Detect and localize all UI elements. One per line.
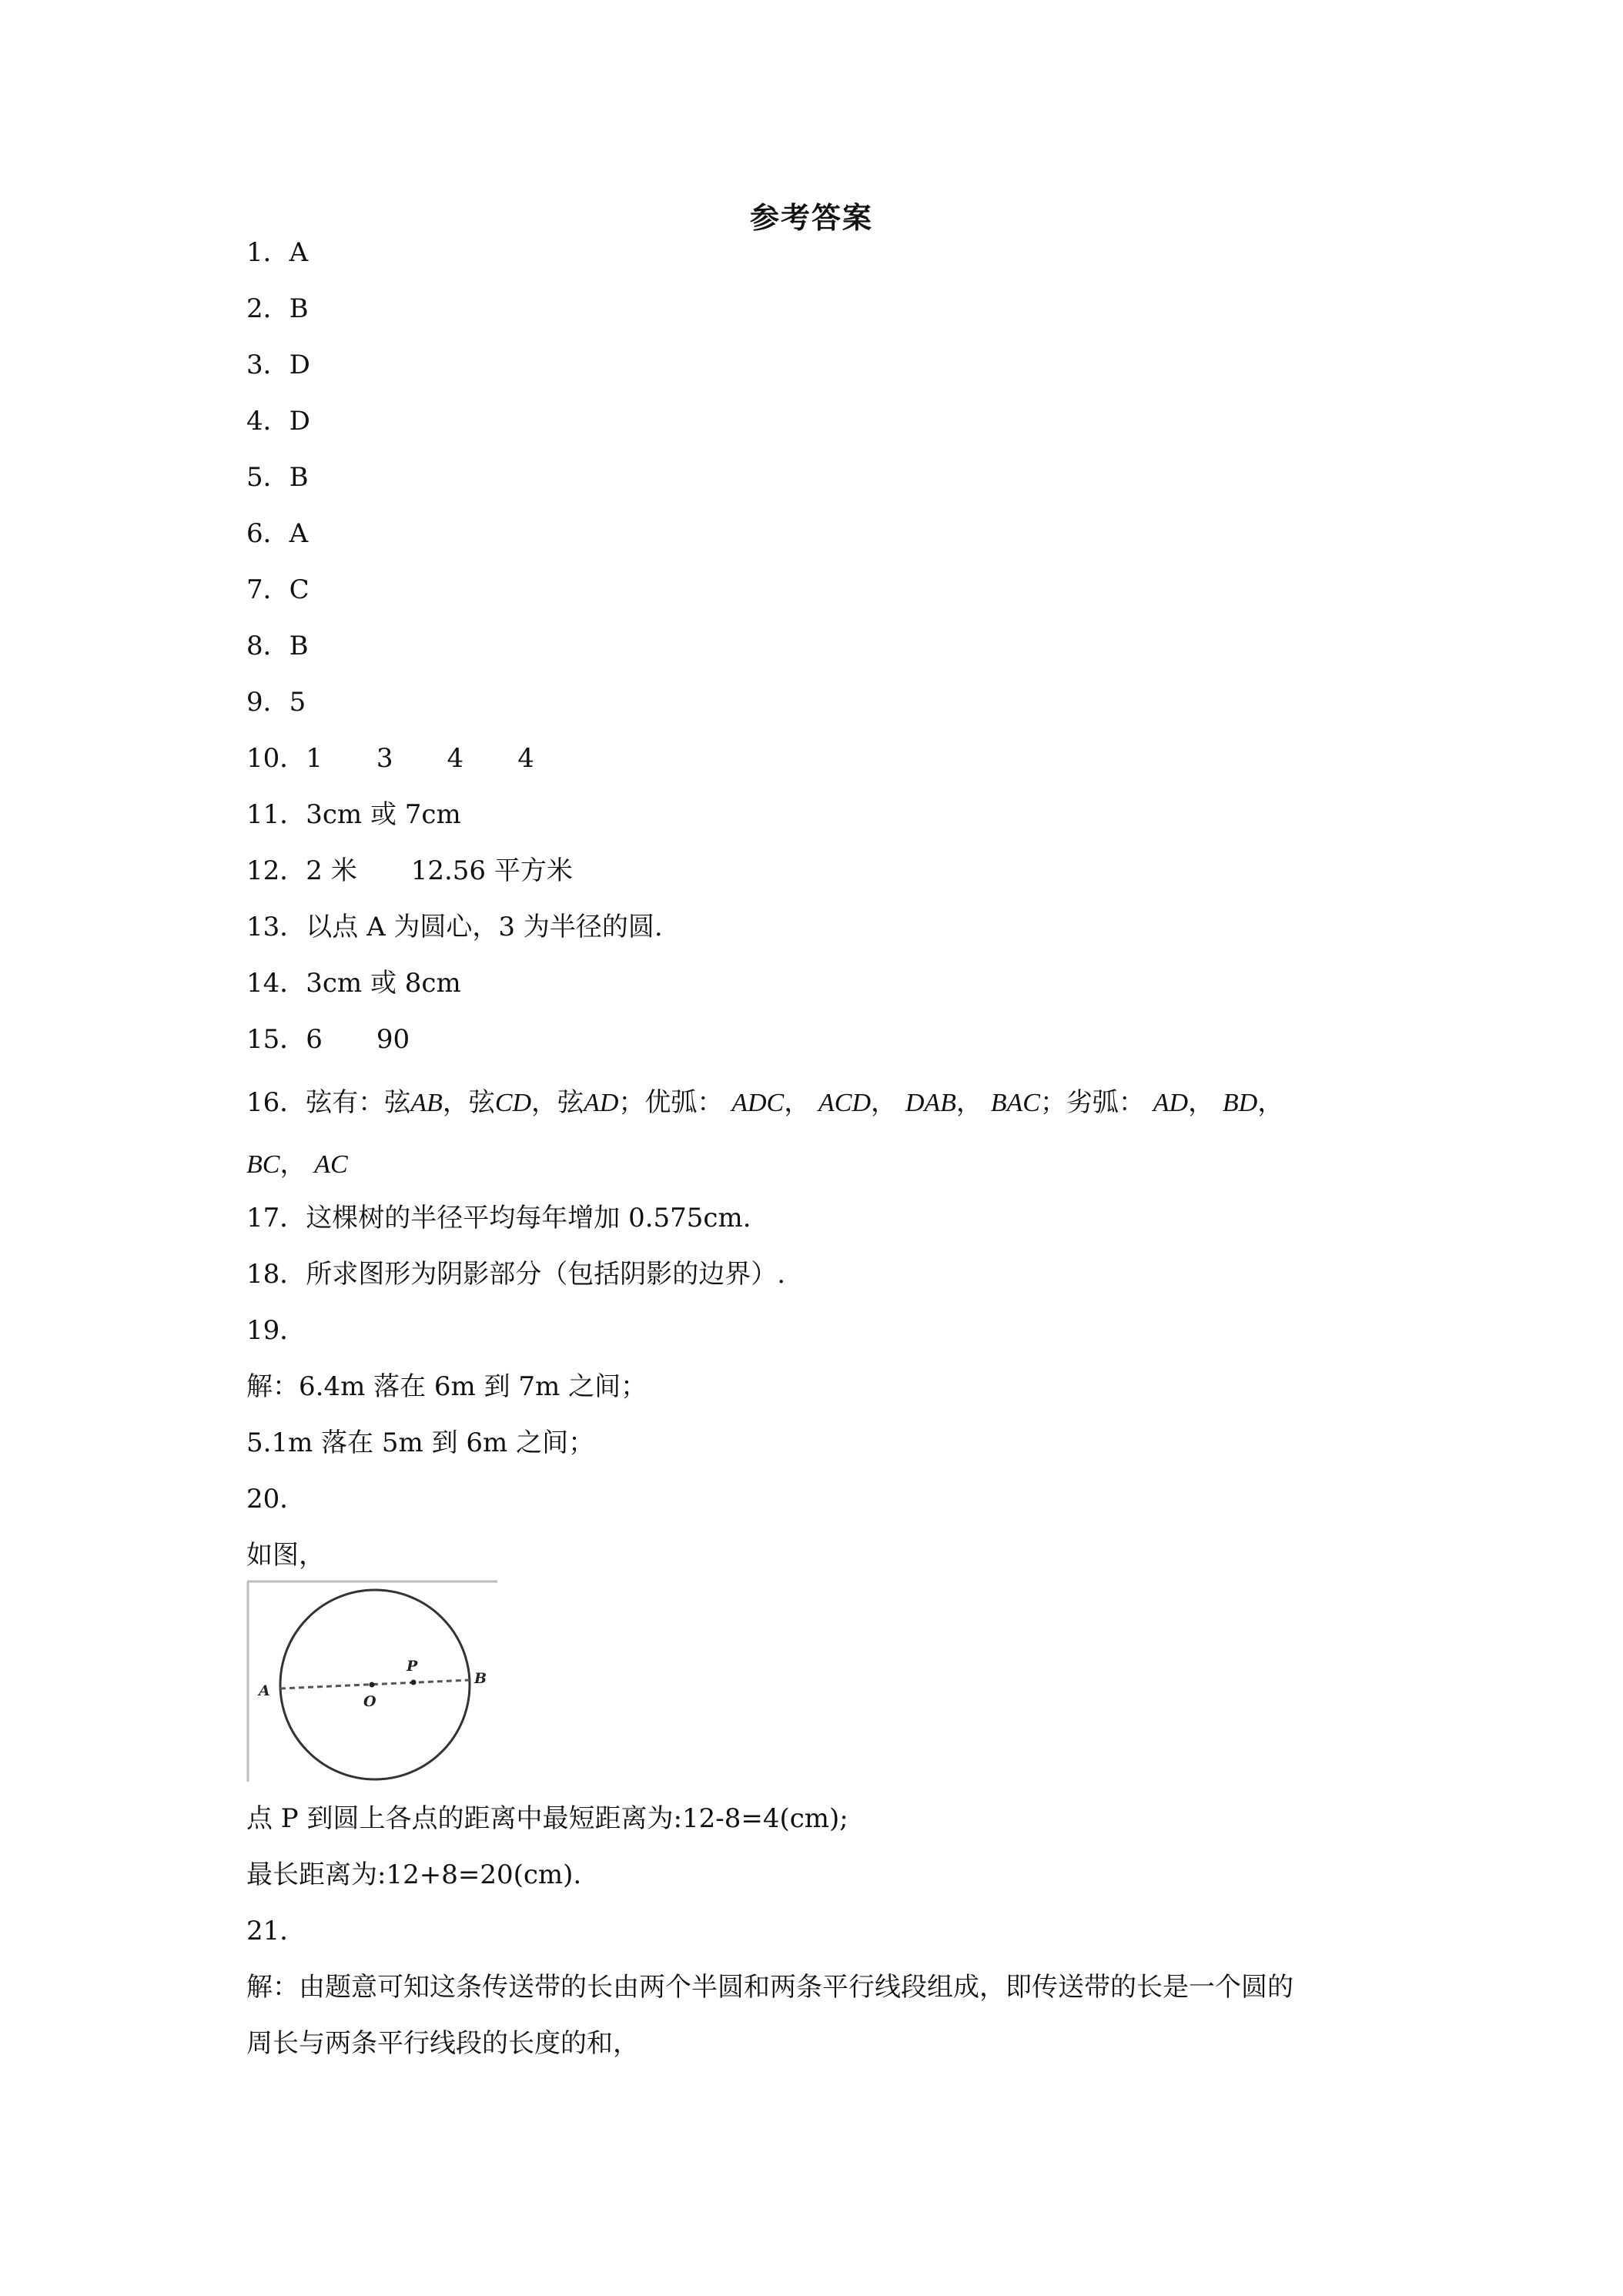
answer-10-num: 10．1 [246, 743, 323, 774]
answer-3: 3．D [246, 350, 310, 380]
chord-ad: AD [584, 1089, 619, 1117]
comma: ， [955, 1087, 982, 1118]
answer-12-part1: 12．2 米 [246, 855, 357, 886]
answer-10 [246, 741, 534, 775]
minor-arc-label: ；劣弧： [1039, 1087, 1145, 1118]
answer-19-line1: 解：6.4m 落在 6m 到 7m 之间； [246, 1371, 648, 1402]
circle-figure [246, 1580, 497, 1782]
label-a: A [259, 1682, 270, 1699]
answer-16-sep1: ，弦 [442, 1087, 495, 1118]
answer-10-v3: 4 [447, 743, 464, 774]
answer-16-lead: 16．弦有：弦 [246, 1087, 411, 1118]
answer-20-line1: 点 P 到圆上各点的距离中最短距离为:12-8=4(cm); [246, 1803, 848, 1834]
comma: ， [871, 1087, 897, 1118]
answer-8: 8．B [246, 631, 309, 661]
answer-16-sep2: ，弦 [531, 1087, 584, 1118]
comma: ， [279, 1149, 306, 1180]
label-p: P [407, 1658, 418, 1675]
answer-19-line2: 5.1m 落在 5m 到 6m 之间； [246, 1427, 595, 1458]
answer-21-num: 21． [246, 1916, 306, 1946]
major-arc-label: ；优弧： [618, 1087, 724, 1118]
answer-9: 9．5 [246, 687, 306, 718]
minor-arc-bd: BD [1222, 1089, 1258, 1117]
answer-20-num: 20． [246, 1484, 306, 1514]
major-arc-acd: ACD [818, 1089, 871, 1117]
answer-7: 7．C [246, 574, 310, 605]
answer-19-num: 19． [246, 1315, 306, 1346]
label-o: O [363, 1693, 376, 1710]
answer-13: 13．以点 A 为圆心，3 为半径的圆. [246, 912, 663, 942]
diameter-line [280, 1680, 470, 1689]
answer-21-line2: 周长与两条平行线段的长度的和， [246, 2028, 639, 2059]
answer-6: 6．A [246, 518, 309, 549]
point-o [370, 1682, 375, 1688]
comma: ， [1188, 1087, 1215, 1118]
answer-1: 1．A [246, 237, 309, 268]
answer-15-v2: 90 [376, 1024, 410, 1055]
minor-arc-ac: AC [314, 1150, 348, 1179]
page-title: 参考答案 [749, 200, 873, 235]
answer-10-v4: 4 [517, 743, 534, 774]
label-b: B [474, 1670, 487, 1687]
point-p [411, 1680, 417, 1685]
answer-16-line1 [246, 1086, 1283, 1120]
answer-20-intro: 如图， [246, 1540, 325, 1571]
answer-15-num: 15．6 [246, 1024, 323, 1055]
answer-14: 14．3cm 或 8cm [246, 968, 461, 999]
comma: ， [784, 1087, 811, 1118]
major-arc-adc: ADC [731, 1089, 785, 1117]
answer-11: 11．3cm 或 7cm [246, 799, 461, 830]
comma: ， [1257, 1087, 1284, 1118]
chord-cd: CD [494, 1089, 532, 1117]
chord-ab: AB [410, 1089, 443, 1117]
answer-16-line2 [246, 1147, 348, 1182]
answer-2: 2．B [246, 293, 309, 324]
major-arc-bac: BAC [990, 1089, 1040, 1117]
major-arc-dab: DAB [905, 1089, 956, 1117]
answer-5: 5．B [246, 462, 309, 493]
answer-12-part2: 12.56 平方米 [410, 855, 573, 886]
minor-arc-bc: BC [246, 1150, 280, 1179]
answer-20-line2: 最长距离为:12+8=20(cm). [246, 1859, 582, 1890]
minor-arc-ad: AD [1153, 1089, 1189, 1117]
answer-4: 4．D [246, 406, 310, 437]
answer-12 [246, 854, 573, 888]
answer-17: 17．这棵树的半径平均每年增加 0.575cm. [246, 1203, 751, 1233]
answer-10-v2: 3 [376, 743, 393, 774]
answer-21-line1: 解：由题意可知这条传送带的长由两个半圆和两条平行线段组成，即传送带的长是一个圆的 [246, 1972, 1293, 2003]
answer-18: 18．所求图形为阴影部分（包括阴影的边界）. [246, 1259, 786, 1290]
circle-diagram [246, 1580, 497, 1782]
answer-15 [246, 1022, 410, 1056]
